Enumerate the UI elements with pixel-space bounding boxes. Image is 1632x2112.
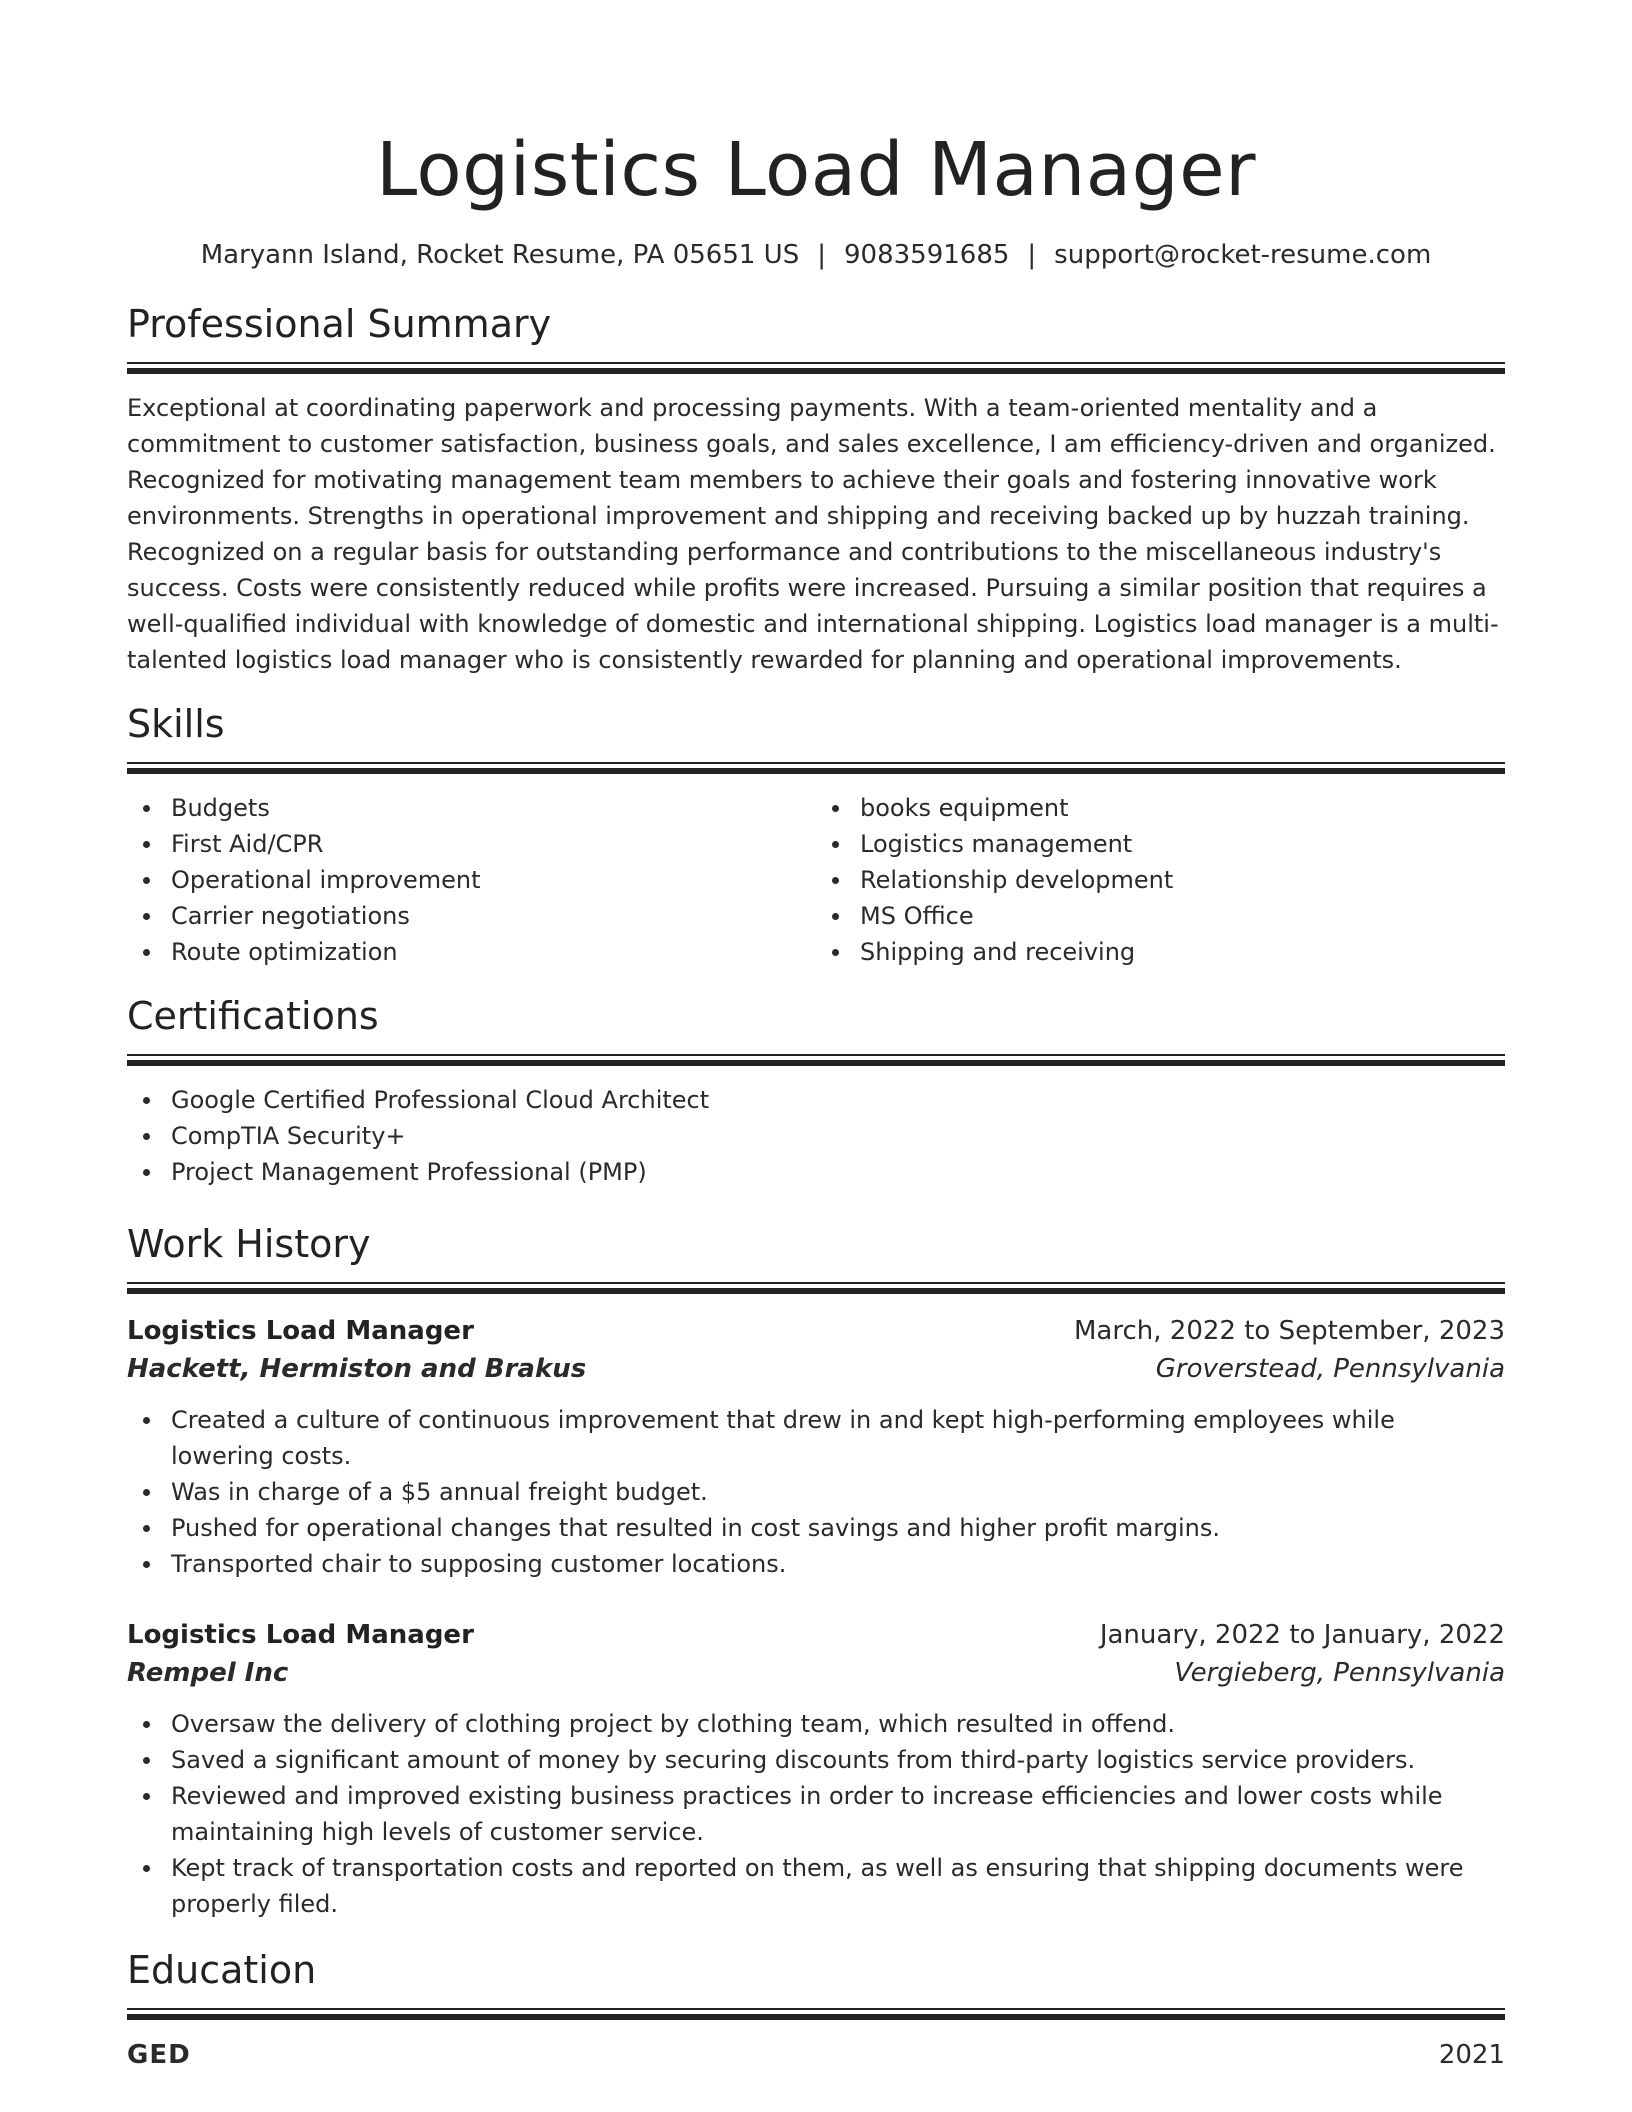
resume-name: Logistics Load Manager	[375, 127, 1257, 213]
contact-email[interactable]: support@rocket-resume.com	[1054, 240, 1432, 270]
job-bullet: Saved a significant amount of money by securing discounts from third-party logistics service providers.	[127, 1742, 1505, 1778]
skill-item: Carrier negotiations	[127, 898, 816, 934]
section-title-certifications: Certifications	[127, 994, 379, 1038]
skills-list-left	[127, 790, 816, 970]
job-bullets	[127, 1706, 1505, 1922]
contact-line	[127, 238, 1505, 272]
job-company: Hackett, Hermiston and Brakus	[127, 1354, 587, 1384]
skill-item: Operational improvement	[127, 862, 816, 898]
job-header	[127, 1312, 1505, 1350]
job-bullet: Reviewed and improved existing business practices in order to increase efficiencies and lower costs while maintaining high levels of customer service.	[127, 1778, 1505, 1850]
skill-item: Shipping and receiving	[816, 934, 1505, 970]
job-bullet: Transported chair to supposing customer locations.	[127, 1546, 1505, 1582]
skills-list-right	[816, 790, 1505, 970]
skill-item: Logistics management	[816, 826, 1505, 862]
skill-item: Relationship development	[816, 862, 1505, 898]
contact-separator: |	[1027, 240, 1037, 270]
job-header	[127, 1616, 1505, 1654]
summary-text: Exceptional at coordinating paperwork and processing payments. With a team-oriented mentality and a commitment to customer satisfaction, business goals, and sales excellence, I am efficiency-driven and organized. Recognized for motivating management team members to achieve their goals and fostering innovative work environments. Strengths in operational improvement and shipping and receiving backed up by huzzah training. Recognized on a regular basis for outstanding performance and contributions to the miscellaneous industry's success. Costs were consistently reduced while profits were increased. Pursuing a similar position that requires a well-qualified individual with knowledge of domestic and international shipping. Logistics load manager is a multi-talented logistics load manager who is consistently rewarded for planning and operational improvements.	[127, 394, 1499, 674]
job-title: Logistics Load Manager	[127, 1316, 474, 1346]
section-divider	[127, 362, 1505, 374]
certifications-list	[127, 1082, 1505, 1190]
job-company: Rempel Inc	[127, 1658, 289, 1688]
education-entry	[127, 2036, 1505, 2074]
certifications-section	[127, 992, 1505, 1190]
section-title-education: Education	[127, 1948, 317, 1992]
skill-item: books equipment	[816, 790, 1505, 826]
section-divider	[127, 2008, 1505, 2020]
work-history-section	[127, 1220, 1505, 1922]
certification-item: CompTIA Security+	[127, 1118, 1505, 1154]
education-year: 2021	[1438, 2040, 1505, 2070]
section-divider	[127, 762, 1505, 774]
education-degree: GED	[127, 2040, 191, 2070]
job-bullet: Created a culture of continuous improvement that drew in and kept high-performing employees while lowering costs.	[127, 1402, 1505, 1474]
job-subheader	[127, 1350, 1505, 1388]
education-section	[127, 1946, 1505, 2074]
section-title-work: Work History	[127, 1222, 371, 1266]
summary-section	[127, 300, 1505, 678]
job-location: Groverstead, Pennsylvania	[1155, 1354, 1505, 1384]
contact-separator: |	[817, 240, 826, 270]
contact-address: Maryann Island, Rocket Resume, PA 05651 US	[200, 240, 800, 270]
certification-item: Google Certified Professional Cloud Architect	[127, 1082, 1505, 1118]
skills-grid	[127, 790, 1505, 970]
job-dates: March, 2022 to September, 2023	[1074, 1316, 1505, 1346]
section-divider	[127, 1054, 1505, 1066]
job-bullet: Oversaw the delivery of clothing project by clothing team, which resulted in offend.	[127, 1706, 1505, 1742]
job-subheader	[127, 1654, 1505, 1692]
skill-item: Route optimization	[127, 934, 816, 970]
skill-item: MS Office	[816, 898, 1505, 934]
skills-section	[127, 700, 1505, 970]
job-entry	[127, 1616, 1505, 1922]
contact-phone[interactable]: 9083591685	[843, 240, 1010, 270]
job-location: Vergieberg, Pennsylvania	[1174, 1658, 1505, 1688]
section-title-summary: Professional Summary	[127, 302, 552, 346]
job-bullet: Kept track of transportation costs and reported on them, as well as ensuring that shipping documents were properly filed.	[127, 1850, 1505, 1922]
skill-item: Budgets	[127, 790, 816, 826]
job-dates: January, 2022 to January, 2022	[1099, 1620, 1505, 1650]
skill-item: First Aid/CPR	[127, 826, 816, 862]
job-bullets	[127, 1402, 1505, 1582]
certification-item: Project Management Professional (PMP)	[127, 1154, 1505, 1190]
job-bullet: Pushed for operational changes that resulted in cost savings and higher profit margins.	[127, 1510, 1505, 1546]
section-divider	[127, 1282, 1505, 1294]
job-entry	[127, 1312, 1505, 1582]
section-title-skills: Skills	[127, 702, 225, 746]
job-title: Logistics Load Manager	[127, 1620, 474, 1650]
job-bullet: Was in charge of a $5 annual freight budget.	[127, 1474, 1505, 1510]
